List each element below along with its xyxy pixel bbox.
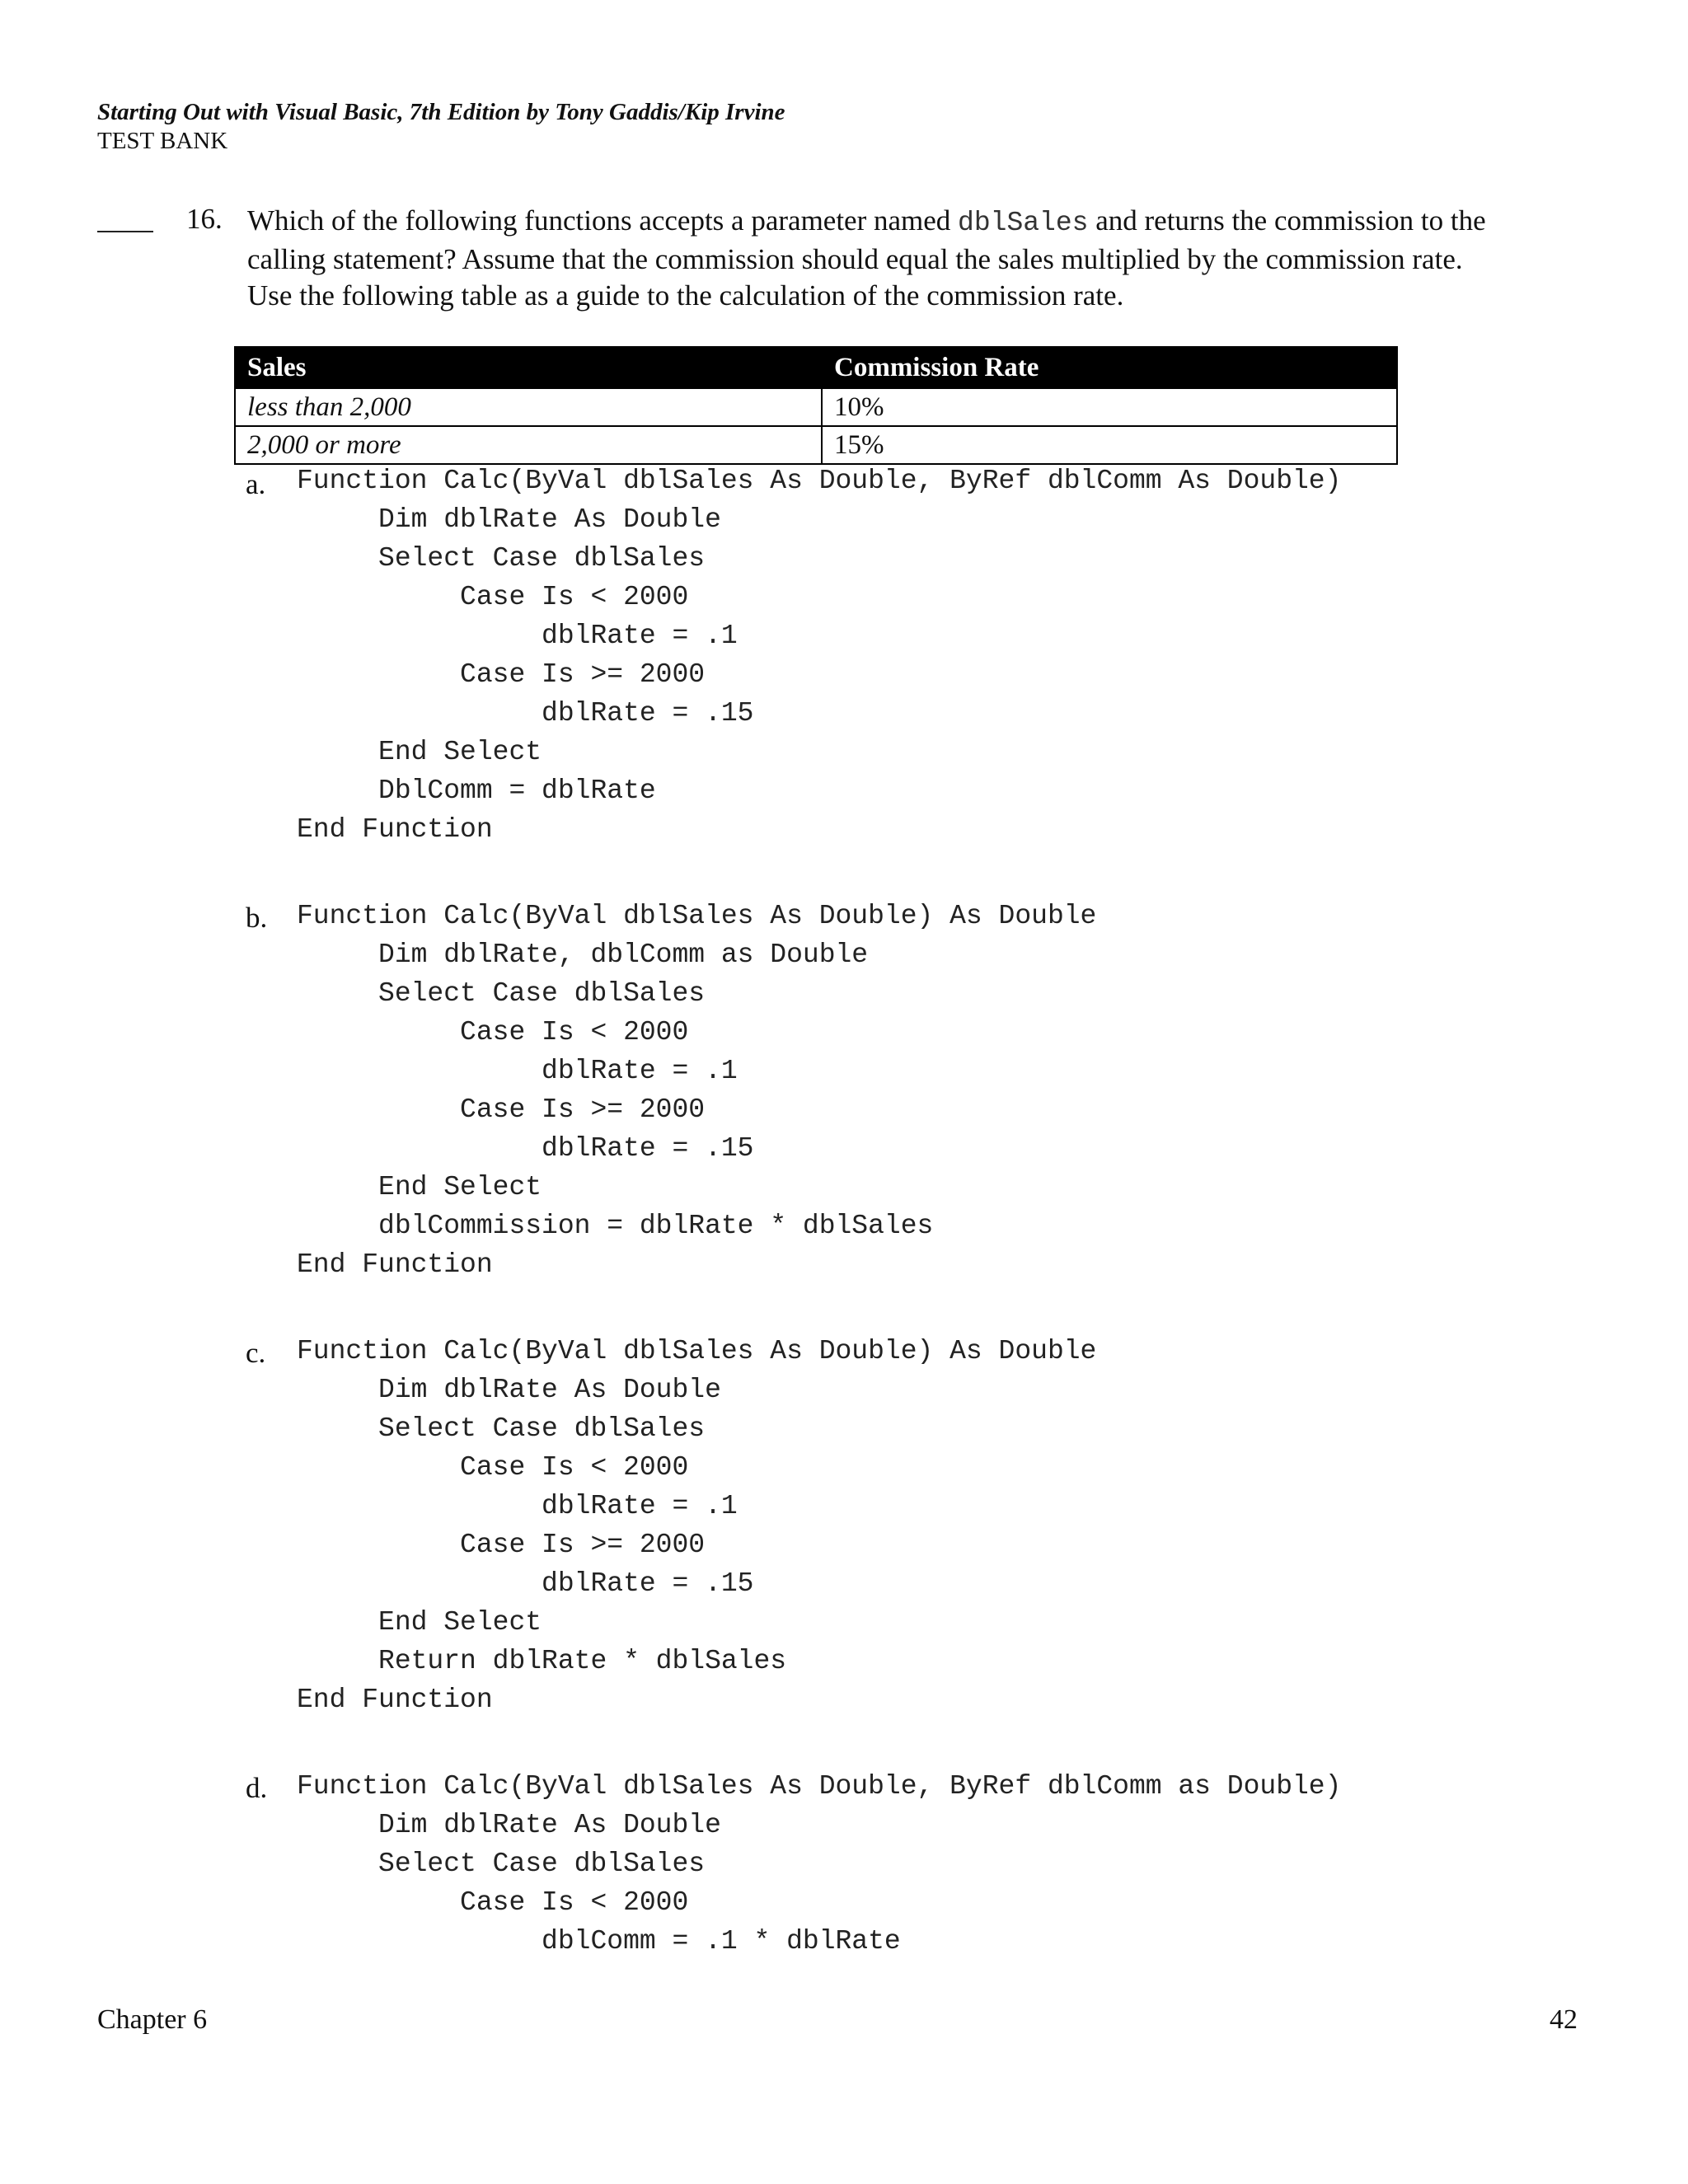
option-a-code: Function Calc(ByVal dblSales As Double, ByRef dblComm As Double) Dim dblRate As Double Select Case dblSales Case Is < 2000 dblRate = .1 Case Is >= 2000 dblRate = .15 End Select DblComm = dblRate End Function [297,466,1342,845]
test-bank-label: TEST BANK [97,128,228,154]
question-line-1 [247,203,1566,241]
table-row [235,388,1397,426]
table-cell-sales: less than 2,000 [235,388,822,426]
table-cell-rate: 10% [822,388,1397,426]
option-c-letter: c. [246,1337,266,1369]
option-b-code: Function Calc(ByVal dblSales As Double) As Double Dim dblRate, dblComm as Double Select Case dblSales Case Is < 2000 dblRate = .1 Case Is >= 2000 dblRate = .15 End Select dblCommission = dblRate * dblSales End Function [297,901,1097,1280]
question-line-2: calling statement? Assume that the commission should equal the sales multiplied by the commission rate. [247,243,1463,275]
option-c-code: Function Calc(ByVal dblSales As Double) As Double Dim dblRate As Double Select Case dblSales Case Is < 2000 dblRate = .1 Case Is >= 2000 dblRate = .15 End Select Return dblRate * dblSales End Function [297,1336,1097,1715]
question-text [247,203,1566,314]
book-title: Starting Out with Visual Basic, 7th Edition by Tony Gaddis/Kip Irvine [97,99,785,125]
option-d-letter: d. [246,1772,268,1804]
question-number: 16. [186,203,223,235]
table-cell-rate: 15% [822,426,1397,464]
table-header-row [235,347,1397,388]
param-name-code: dblSales [958,208,1089,238]
page-number: 42 [1550,2004,1578,2035]
table-cell-sales: 2,000 or more [235,426,822,464]
question-line-3: Use the following table as a guide to the calculation of the commission rate. [247,279,1124,312]
commission-rate-table [234,346,1398,465]
header-commission-rate: Commission Rate [822,347,1397,388]
header-sales: Sales [235,347,822,388]
question-line-1-end: and returns the commission to the [1088,204,1486,237]
table-row [235,426,1397,464]
chapter-label: Chapter 6 [97,2004,208,2035]
option-a-letter: a. [246,468,266,500]
answer-blank [97,231,153,232]
option-d-code: Function Calc(ByVal dblSales As Double, ByRef dblComm as Double) Dim dblRate As Double Select Case dblSales Case Is < 2000 dblComm = .1 * dblRate [297,1771,1342,1957]
option-b-letter: b. [246,902,268,934]
question-line-1-start: Which of the following functions accepts a parameter named [247,204,959,237]
